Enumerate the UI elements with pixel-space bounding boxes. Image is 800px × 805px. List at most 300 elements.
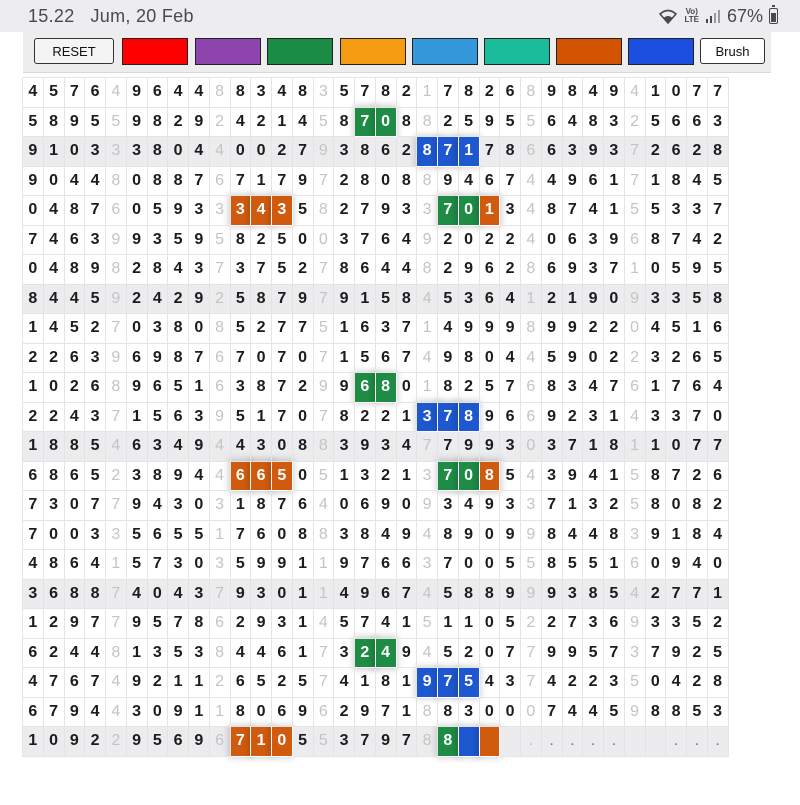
swatch-orange[interactable] <box>340 38 406 65</box>
grid-cell[interactable]: 0 <box>458 550 479 580</box>
grid-cell[interactable]: 9 <box>458 255 479 285</box>
grid-cell[interactable]: 5 <box>334 609 355 639</box>
grid-cell[interactable]: 8 <box>209 638 230 668</box>
grid-cell[interactable]: 3 <box>230 196 251 226</box>
grid-cell[interactable]: 5 <box>500 461 521 491</box>
grid-cell[interactable]: 2 <box>106 461 127 491</box>
grid-cell[interactable]: 5 <box>43 78 64 108</box>
grid-cell[interactable]: 9 <box>500 314 521 344</box>
grid-cell[interactable]: 4 <box>64 638 85 668</box>
grid-cell[interactable]: 1 <box>645 373 666 403</box>
grid-cell[interactable]: 6 <box>521 137 542 167</box>
grid-cell[interactable]: 2 <box>209 284 230 314</box>
grid-cell[interactable]: 4 <box>209 432 230 462</box>
grid-cell[interactable]: 3 <box>251 579 272 609</box>
grid-cell[interactable]: 9 <box>355 697 376 727</box>
grid-cell[interactable]: 8 <box>541 520 562 550</box>
grid-cell[interactable]: 3 <box>272 609 293 639</box>
grid-cell[interactable]: 2 <box>562 402 583 432</box>
grid-cell[interactable]: 2 <box>147 668 168 698</box>
grid-cell[interactable]: 9 <box>479 432 500 462</box>
grid-cell[interactable]: 8 <box>375 668 396 698</box>
grid-cell[interactable]: 7 <box>106 491 127 521</box>
grid-cell[interactable]: 9 <box>126 225 147 255</box>
grid-cell[interactable]: 3 <box>500 491 521 521</box>
grid-cell[interactable]: 4 <box>85 550 106 580</box>
grid-cell[interactable]: 2 <box>23 402 44 432</box>
grid-cell[interactable]: 8 <box>707 668 728 698</box>
grid-cell[interactable]: 8 <box>334 107 355 137</box>
grid-cell[interactable]: 8 <box>355 137 376 167</box>
grid-cell[interactable]: 7 <box>230 343 251 373</box>
grid-cell[interactable]: 2 <box>645 579 666 609</box>
grid-cell[interactable]: 3 <box>604 107 625 137</box>
grid-cell[interactable]: 4 <box>43 284 64 314</box>
grid-cell[interactable]: 6 <box>375 550 396 580</box>
grid-cell[interactable]: 8 <box>417 137 438 167</box>
grid-cell[interactable]: 0 <box>334 491 355 521</box>
grid-cell[interactable]: 7 <box>562 196 583 226</box>
grid-cell[interactable]: 5 <box>687 609 708 639</box>
grid-cell[interactable]: 5 <box>85 284 106 314</box>
grid-cell[interactable]: 3 <box>521 491 542 521</box>
grid-cell[interactable]: 9 <box>583 137 604 167</box>
grid-cell[interactable]: 7 <box>313 166 334 196</box>
grid-cell[interactable]: 0 <box>126 314 147 344</box>
grid-cell[interactable]: 7 <box>355 78 376 108</box>
grid-cell[interactable]: 3 <box>126 137 147 167</box>
grid-cell[interactable]: 4 <box>189 137 210 167</box>
grid-cell[interactable]: 9 <box>64 107 85 137</box>
grid-cell[interactable]: 0 <box>396 491 417 521</box>
grid-cell[interactable]: 3 <box>230 255 251 285</box>
grid-cell[interactable]: 6 <box>521 402 542 432</box>
grid-cell[interactable]: 5 <box>85 461 106 491</box>
grid-cell[interactable]: 3 <box>458 697 479 727</box>
grid-cell[interactable]: 1 <box>23 609 44 639</box>
grid-cell[interactable]: 1 <box>313 579 334 609</box>
grid-cell[interactable]: 9 <box>168 461 189 491</box>
grid-cell[interactable] <box>479 727 500 757</box>
grid-cell[interactable]: 9 <box>292 166 313 196</box>
grid-cell[interactable]: 3 <box>251 78 272 108</box>
grid-cell[interactable]: 3 <box>189 196 210 226</box>
grid-cell[interactable]: 4 <box>334 579 355 609</box>
grid-cell[interactable]: 9 <box>334 284 355 314</box>
grid-cell[interactable]: 9 <box>251 609 272 639</box>
grid-cell[interactable]: 7 <box>438 550 459 580</box>
grid-cell[interactable]: 5 <box>147 402 168 432</box>
grid-cell[interactable]: 5 <box>624 196 645 226</box>
grid-cell[interactable]: 8 <box>521 255 542 285</box>
grid-cell[interactable]: 2 <box>624 343 645 373</box>
grid-cell[interactable]: 1 <box>126 402 147 432</box>
grid-cell[interactable]: 5 <box>541 343 562 373</box>
grid-cell[interactable]: 0 <box>272 727 293 757</box>
grid-cell[interactable]: 3 <box>230 373 251 403</box>
swatch-light-blue[interactable] <box>412 38 478 65</box>
grid-cell[interactable]: 1 <box>604 402 625 432</box>
grid-cell[interactable]: 4 <box>43 225 64 255</box>
grid-cell[interactable]: 8 <box>64 255 85 285</box>
grid-cell[interactable]: 6 <box>375 225 396 255</box>
grid-cell[interactable]: 5 <box>645 196 666 226</box>
grid-cell[interactable]: 7 <box>396 579 417 609</box>
grid-cell[interactable]: 7 <box>64 78 85 108</box>
grid-cell[interactable]: 1 <box>458 609 479 639</box>
grid-cell[interactable]: 4 <box>106 78 127 108</box>
grid-cell[interactable]: 7 <box>604 373 625 403</box>
grid-cell[interactable]: 0 <box>458 225 479 255</box>
grid-cell[interactable]: 4 <box>106 668 127 698</box>
grid-cell[interactable]: 5 <box>313 314 334 344</box>
grid-cell[interactable]: 0 <box>189 491 210 521</box>
grid-cell[interactable]: 6 <box>168 727 189 757</box>
grid-cell[interactable]: 4 <box>189 461 210 491</box>
grid-cell[interactable]: 2 <box>230 609 251 639</box>
grid-cell[interactable]: 0 <box>292 225 313 255</box>
grid-cell[interactable]: 2 <box>126 284 147 314</box>
grid-cell[interactable]: 4 <box>521 461 542 491</box>
grid-cell[interactable]: 4 <box>666 668 687 698</box>
grid-cell[interactable]: 6 <box>230 668 251 698</box>
grid-cell[interactable]: 2 <box>292 373 313 403</box>
grid-cell[interactable]: 3 <box>85 137 106 167</box>
grid-cell[interactable]: 7 <box>313 255 334 285</box>
grid-cell[interactable]: 5 <box>500 550 521 580</box>
grid-cell[interactable]: 5 <box>645 107 666 137</box>
grid-cell[interactable]: 0 <box>541 225 562 255</box>
grid-cell[interactable]: 5 <box>147 196 168 226</box>
grid-cell[interactable]: 4 <box>687 166 708 196</box>
grid-cell[interactable]: 8 <box>396 107 417 137</box>
grid-cell[interactable]: 7 <box>85 491 106 521</box>
grid-cell[interactable]: 8 <box>687 491 708 521</box>
grid-cell[interactable]: 1 <box>23 373 44 403</box>
grid-cell[interactable]: 3 <box>417 461 438 491</box>
grid-cell[interactable]: 0 <box>604 284 625 314</box>
grid-cell[interactable]: 8 <box>334 402 355 432</box>
grid-cell[interactable]: 0 <box>272 520 293 550</box>
grid-cell[interactable]: 9 <box>438 343 459 373</box>
grid-cell[interactable]: 1 <box>189 668 210 698</box>
grid-cell[interactable]: 6 <box>209 166 230 196</box>
grid-cell[interactable]: 4 <box>396 432 417 462</box>
grid-cell[interactable]: 3 <box>85 402 106 432</box>
grid-cell[interactable]: 1 <box>355 284 376 314</box>
grid-cell[interactable]: 9 <box>541 579 562 609</box>
grid-cell[interactable]: 7 <box>707 432 728 462</box>
grid-cell[interactable]: 7 <box>313 668 334 698</box>
grid-cell[interactable]: 1 <box>604 461 625 491</box>
grid-cell[interactable]: . <box>707 727 728 757</box>
grid-cell[interactable]: 5 <box>313 107 334 137</box>
grid-cell[interactable]: 0 <box>313 225 334 255</box>
grid-cell[interactable]: 1 <box>687 314 708 344</box>
grid-cell[interactable]: 9 <box>106 343 127 373</box>
grid-cell[interactable]: 1 <box>396 697 417 727</box>
grid-cell[interactable]: 9 <box>521 579 542 609</box>
grid-cell[interactable]: 7 <box>85 196 106 226</box>
grid-cell[interactable]: 9 <box>479 402 500 432</box>
grid-cell[interactable]: 6 <box>624 550 645 580</box>
grid-cell[interactable]: 4 <box>458 491 479 521</box>
grid-cell[interactable]: 1 <box>168 668 189 698</box>
grid-cell[interactable]: 6 <box>687 343 708 373</box>
grid-cell[interactable]: 8 <box>666 166 687 196</box>
grid-cell[interactable]: 6 <box>126 343 147 373</box>
grid-cell[interactable]: 4 <box>23 550 44 580</box>
grid-cell[interactable]: 8 <box>355 166 376 196</box>
grid-cell[interactable]: 3 <box>666 196 687 226</box>
grid-cell[interactable]: 9 <box>562 166 583 196</box>
grid-cell[interactable]: 9 <box>500 579 521 609</box>
grid-cell[interactable]: 7 <box>251 255 272 285</box>
grid-cell[interactable]: 3 <box>85 343 106 373</box>
grid-cell[interactable]: 7 <box>645 638 666 668</box>
grid-cell[interactable]: 3 <box>707 107 728 137</box>
grid-cell[interactable]: 9 <box>126 609 147 639</box>
grid-cell[interactable]: 0 <box>500 697 521 727</box>
grid-cell[interactable]: 1 <box>209 520 230 550</box>
grid-cell[interactable]: 0 <box>292 461 313 491</box>
grid-cell[interactable]: 0 <box>479 638 500 668</box>
grid-cell[interactable]: 9 <box>562 314 583 344</box>
grid-cell[interactable]: 5 <box>438 284 459 314</box>
grid-cell[interactable]: 0 <box>43 166 64 196</box>
grid-cell[interactable]: 3 <box>583 402 604 432</box>
grid-cell[interactable]: 8 <box>23 284 44 314</box>
grid-cell[interactable]: 1 <box>292 579 313 609</box>
grid-cell[interactable]: 4 <box>334 668 355 698</box>
grid-cell[interactable]: 7 <box>417 432 438 462</box>
grid-cell[interactable]: 9 <box>189 284 210 314</box>
grid-cell[interactable]: 3 <box>147 432 168 462</box>
grid-cell[interactable]: . <box>521 727 542 757</box>
grid-cell[interactable]: 1 <box>334 314 355 344</box>
grid-cell[interactable]: 8 <box>313 196 334 226</box>
grid-cell[interactable]: 5 <box>272 461 293 491</box>
grid-cell[interactable]: 1 <box>355 668 376 698</box>
grid-cell[interactable]: 1 <box>438 609 459 639</box>
grid-cell[interactable]: 0 <box>23 196 44 226</box>
grid-cell[interactable]: 1 <box>666 520 687 550</box>
grid-cell[interactable]: 1 <box>417 78 438 108</box>
grid-cell[interactable]: 7 <box>230 727 251 757</box>
grid-cell[interactable]: 9 <box>126 491 147 521</box>
grid-cell[interactable]: 4 <box>189 78 210 108</box>
grid-cell[interactable]: 3 <box>583 609 604 639</box>
grid-cell[interactable]: 0 <box>666 78 687 108</box>
grid-cell[interactable]: 8 <box>313 520 334 550</box>
grid-cell[interactable]: 8 <box>251 284 272 314</box>
grid-cell[interactable]: 3 <box>313 78 334 108</box>
grid-cell[interactable]: 0 <box>43 520 64 550</box>
grid-cell[interactable]: 1 <box>645 432 666 462</box>
grid-cell[interactable]: 4 <box>583 461 604 491</box>
grid-cell[interactable]: 4 <box>583 520 604 550</box>
grid-cell[interactable]: 9 <box>417 225 438 255</box>
grid-cell[interactable]: 2 <box>438 107 459 137</box>
grid-cell[interactable]: 7 <box>438 668 459 698</box>
grid-cell[interactable]: 5 <box>126 520 147 550</box>
grid-cell[interactable]: 7 <box>43 697 64 727</box>
swatch-red[interactable] <box>122 38 188 65</box>
grid-cell[interactable]: 0 <box>458 461 479 491</box>
grid-cell[interactable]: 8 <box>645 461 666 491</box>
grid-cell[interactable]: 6 <box>500 402 521 432</box>
grid-cell[interactable]: 7 <box>521 638 542 668</box>
grid-cell[interactable]: 2 <box>251 225 272 255</box>
grid-cell[interactable]: 3 <box>500 668 521 698</box>
grid-cell[interactable]: 2 <box>43 609 64 639</box>
grid-cell[interactable]: 7 <box>106 314 127 344</box>
grid-cell[interactable]: 5 <box>707 343 728 373</box>
grid-cell[interactable]: 7 <box>438 402 459 432</box>
grid-cell[interactable]: 8 <box>375 78 396 108</box>
grid-cell[interactable]: 1 <box>230 491 251 521</box>
grid-cell[interactable]: 4 <box>230 432 251 462</box>
grid-cell[interactable]: 7 <box>272 343 293 373</box>
grid-cell[interactable]: 9 <box>168 196 189 226</box>
grid-cell[interactable]: 2 <box>106 727 127 757</box>
grid-cell[interactable]: 3 <box>645 284 666 314</box>
grid-cell[interactable]: 0 <box>147 697 168 727</box>
grid-cell[interactable]: 7 <box>707 78 728 108</box>
grid-cell[interactable]: 0 <box>292 402 313 432</box>
grid-cell[interactable]: 9 <box>458 432 479 462</box>
grid-cell[interactable]: 0 <box>64 520 85 550</box>
grid-cell[interactable]: 3 <box>147 314 168 344</box>
grid-cell[interactable]: 1 <box>458 137 479 167</box>
grid-cell[interactable]: 7 <box>23 491 44 521</box>
grid-cell[interactable]: 3 <box>147 225 168 255</box>
grid-cell[interactable]: 7 <box>479 137 500 167</box>
grid-cell[interactable] <box>500 727 521 757</box>
grid-cell[interactable]: 7 <box>272 402 293 432</box>
grid-cell[interactable]: 1 <box>396 402 417 432</box>
grid-cell[interactable]: 8 <box>64 196 85 226</box>
grid-cell[interactable]: 2 <box>168 284 189 314</box>
grid-cell[interactable]: 8 <box>541 196 562 226</box>
grid-cell[interactable]: 6 <box>209 373 230 403</box>
grid-cell[interactable]: 4 <box>687 225 708 255</box>
grid-cell[interactable]: 9 <box>126 668 147 698</box>
grid-cell[interactable]: 9 <box>645 520 666 550</box>
grid-cell[interactable]: 9 <box>562 255 583 285</box>
grid-cell[interactable] <box>624 727 645 757</box>
grid-cell[interactable]: 8 <box>438 697 459 727</box>
grid-cell[interactable]: 1 <box>604 550 625 580</box>
grid-cell[interactable]: 2 <box>43 638 64 668</box>
grid-cell[interactable]: 6 <box>375 137 396 167</box>
grid-cell[interactable]: 8 <box>500 137 521 167</box>
grid-cell[interactable]: 8 <box>251 373 272 403</box>
grid-cell[interactable]: 8 <box>396 166 417 196</box>
grid-cell[interactable]: 9 <box>541 78 562 108</box>
grid-cell[interactable]: 5 <box>85 107 106 137</box>
grid-cell[interactable]: 7 <box>604 255 625 285</box>
grid-cell[interactable]: 3 <box>417 196 438 226</box>
grid-cell[interactable]: 0 <box>272 579 293 609</box>
grid-cell[interactable]: 6 <box>604 609 625 639</box>
grid-cell[interactable]: 9 <box>189 432 210 462</box>
grid-cell[interactable]: 9 <box>562 343 583 373</box>
grid-cell[interactable]: 2 <box>272 668 293 698</box>
grid-cell[interactable]: 2 <box>438 225 459 255</box>
grid-cell[interactable]: 3 <box>189 255 210 285</box>
swatch-blue[interactable] <box>628 38 694 65</box>
swatch-teal[interactable] <box>484 38 550 65</box>
grid-cell[interactable]: 2 <box>479 78 500 108</box>
grid-cell[interactable]: 4 <box>541 668 562 698</box>
grid-cell[interactable]: 6 <box>687 107 708 137</box>
grid-cell[interactable]: 5 <box>687 284 708 314</box>
grid-cell[interactable]: 6 <box>624 225 645 255</box>
grid-cell[interactable]: 9 <box>355 579 376 609</box>
grid-cell[interactable]: 6 <box>666 137 687 167</box>
grid-cell[interactable]: 5 <box>624 668 645 698</box>
grid-cell[interactable]: 3 <box>500 196 521 226</box>
grid-cell[interactable]: 7 <box>189 166 210 196</box>
grid-cell[interactable]: 4 <box>375 255 396 285</box>
grid-cell[interactable]: 4 <box>106 697 127 727</box>
grid-cell[interactable]: 6 <box>479 166 500 196</box>
grid-cell[interactable]: 5 <box>458 668 479 698</box>
grid-cell[interactable]: 2 <box>687 137 708 167</box>
grid-cell[interactable]: 9 <box>251 550 272 580</box>
grid-cell[interactable]: 9 <box>106 225 127 255</box>
grid-cell[interactable]: 3 <box>396 196 417 226</box>
grid-cell[interactable]: 1 <box>521 284 542 314</box>
grid-cell[interactable]: 9 <box>64 609 85 639</box>
grid-cell[interactable]: 5 <box>292 196 313 226</box>
grid-cell[interactable]: 6 <box>230 461 251 491</box>
brush-button[interactable]: Brush <box>700 38 765 64</box>
grid-cell[interactable]: 7 <box>687 579 708 609</box>
grid-cell[interactable]: 8 <box>209 78 230 108</box>
grid-cell[interactable]: 3 <box>23 579 44 609</box>
grid-cell[interactable]: 9 <box>85 255 106 285</box>
grid-cell[interactable]: 9 <box>126 78 147 108</box>
grid-cell[interactable]: 2 <box>604 343 625 373</box>
grid-cell[interactable]: 5 <box>334 78 355 108</box>
grid-cell[interactable]: 7 <box>707 196 728 226</box>
grid-cell[interactable]: 1 <box>23 314 44 344</box>
grid-cell[interactable]: 5 <box>313 727 334 757</box>
grid-cell[interactable]: 4 <box>500 343 521 373</box>
grid-cell[interactable]: 1 <box>645 166 666 196</box>
grid-cell[interactable]: 1 <box>624 432 645 462</box>
grid-cell[interactable]: 2 <box>521 609 542 639</box>
grid-cell[interactable]: 6 <box>500 78 521 108</box>
grid-cell[interactable]: 9 <box>106 284 127 314</box>
grid-cell[interactable]: 9 <box>189 727 210 757</box>
grid-cell[interactable]: 2 <box>251 107 272 137</box>
grid-cell[interactable]: 8 <box>147 255 168 285</box>
grid-cell[interactable]: 0 <box>64 491 85 521</box>
grid-cell[interactable]: 6 <box>479 284 500 314</box>
grid-cell[interactable]: 0 <box>707 550 728 580</box>
grid-cell[interactable]: 1 <box>292 638 313 668</box>
grid-cell[interactable]: 3 <box>85 225 106 255</box>
grid-cell[interactable]: 9 <box>292 284 313 314</box>
grid-cell[interactable]: 8 <box>458 343 479 373</box>
grid-cell[interactable]: 6 <box>355 314 376 344</box>
grid-cell[interactable]: 7 <box>272 373 293 403</box>
grid-cell[interactable]: 8 <box>417 107 438 137</box>
grid-cell[interactable]: 2 <box>624 107 645 137</box>
